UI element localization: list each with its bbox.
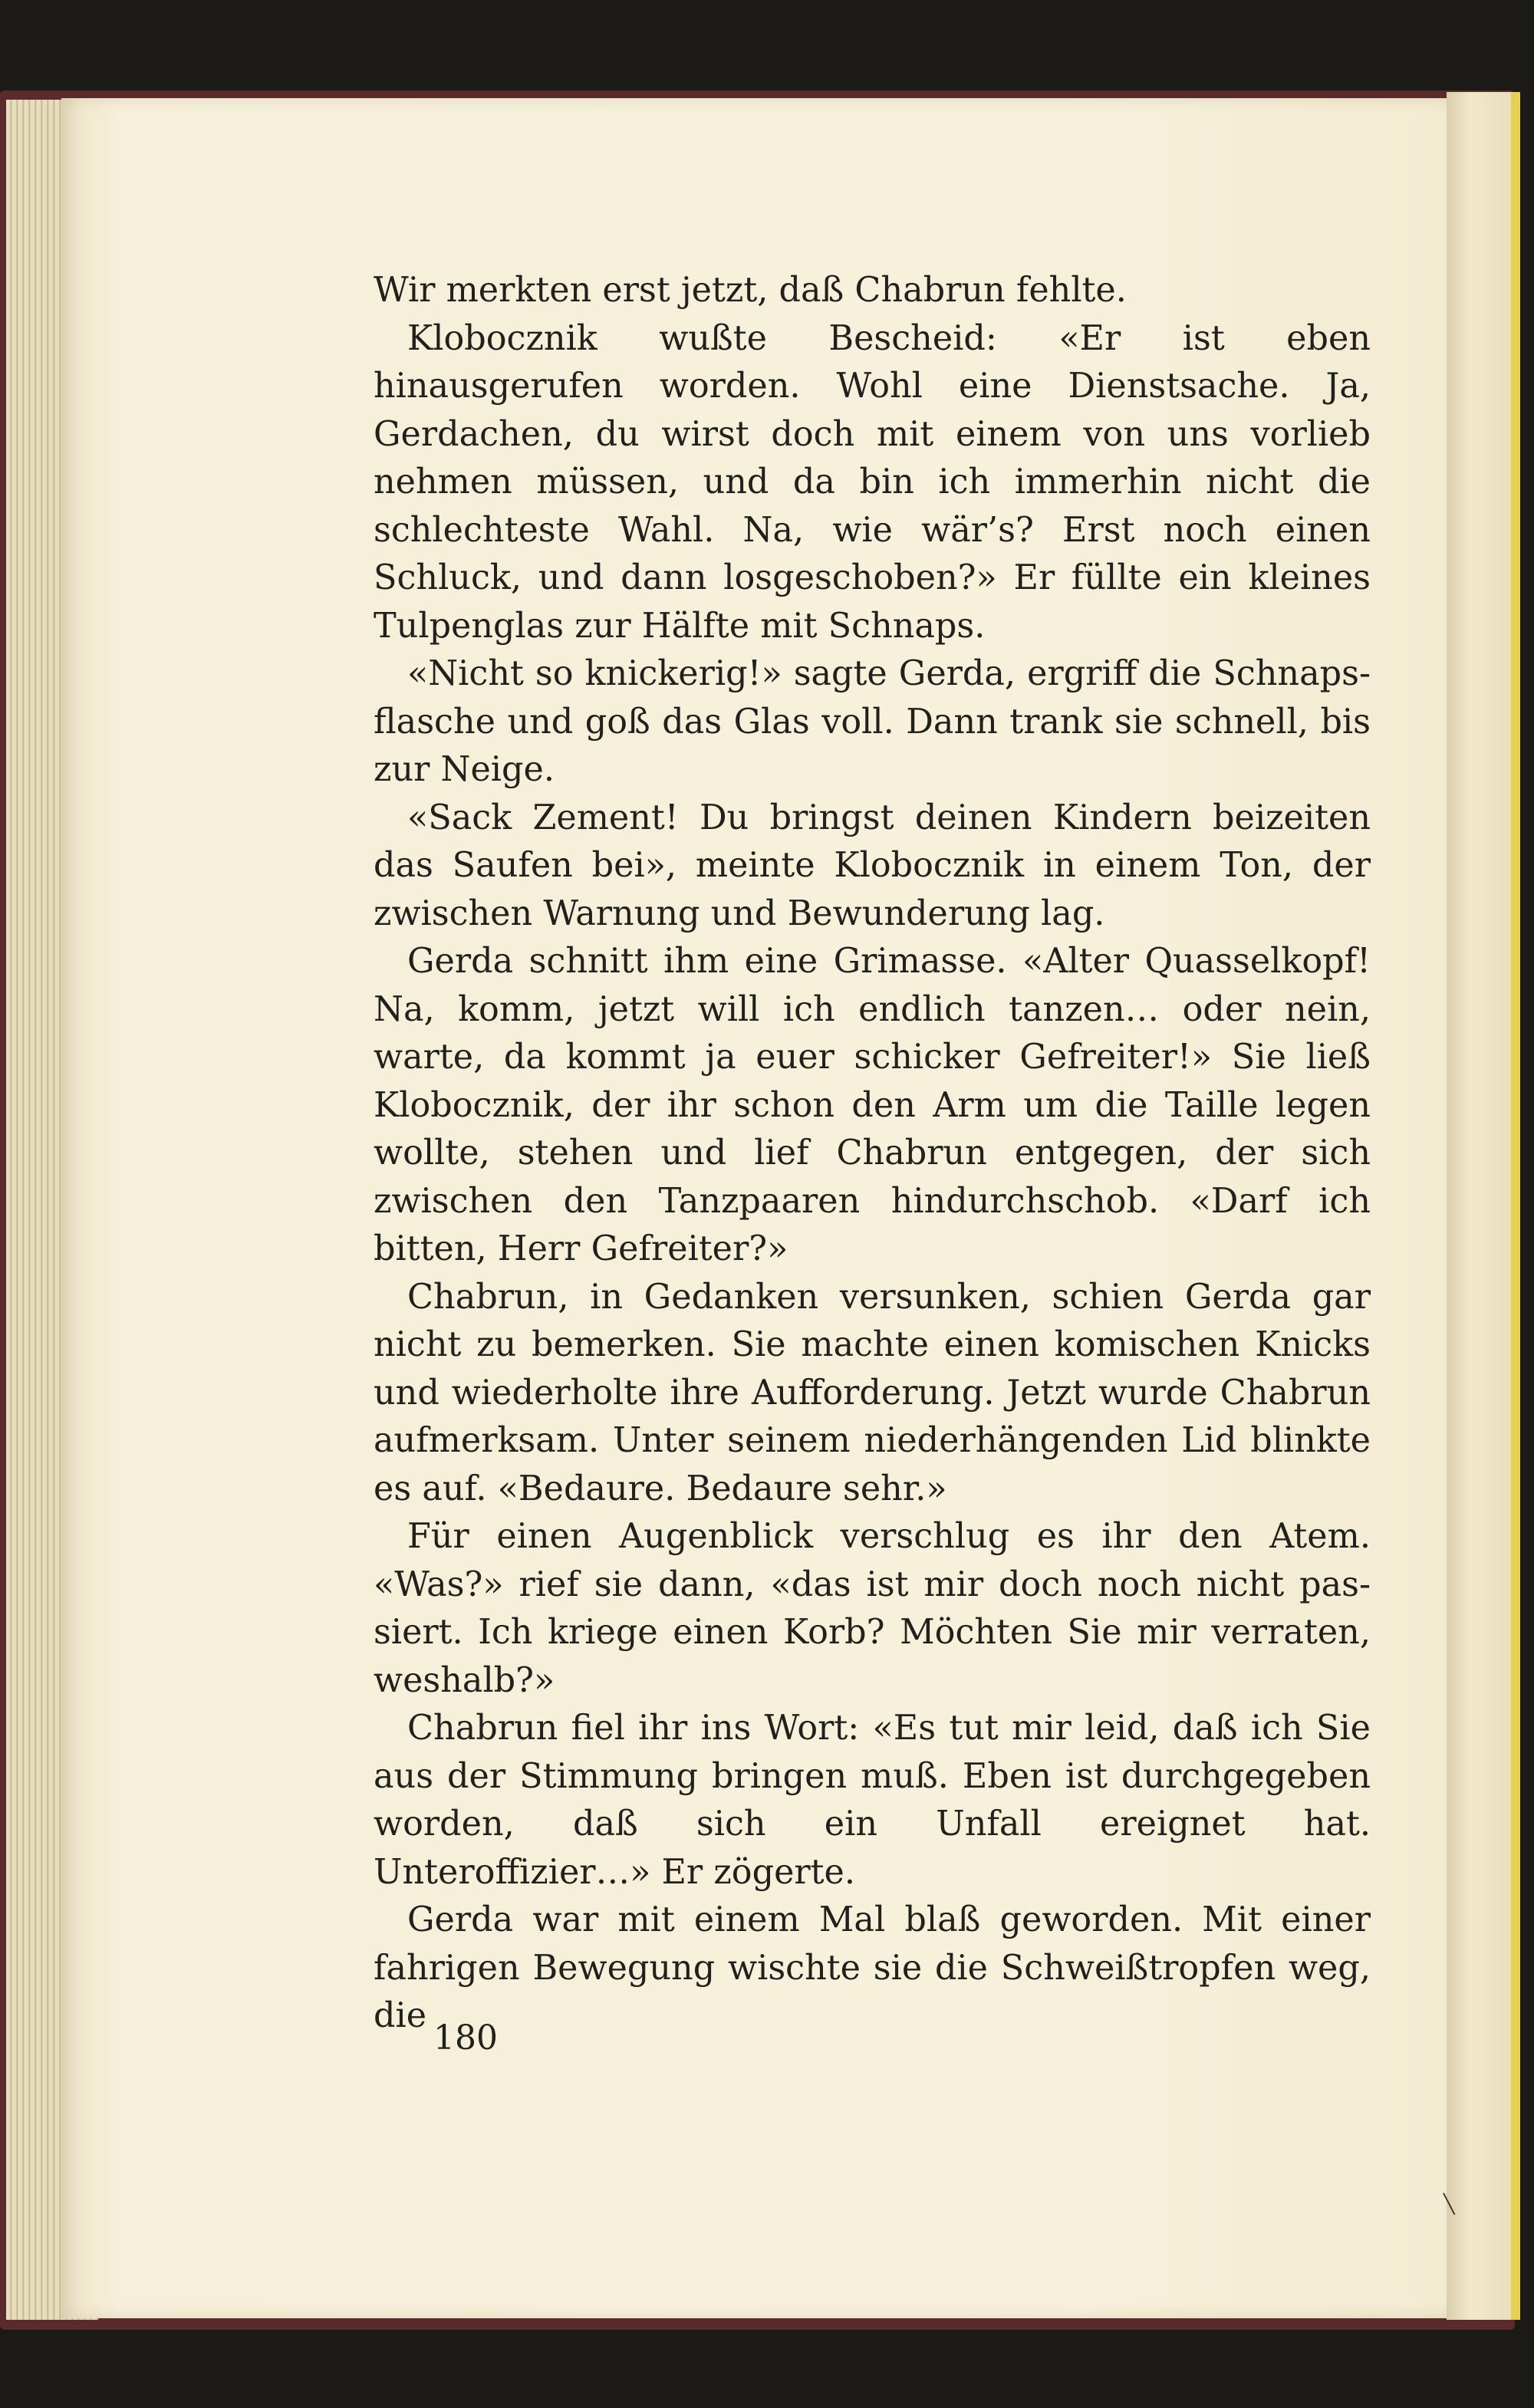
paragraph-7: Für einen Augenblick verschlug es ihr den Atem. «Was?» rief sie dann, «das ist mir doch noch nicht passiert. Ich kriege einen Korb? Möchten Sie mir verraten, weshalb?» [374, 1517, 1371, 1700]
paragraph-6: Chabrun, in Gedanken versunken, schien Gerda gar nicht zu bemerken. Sie machte einen komischen Knicks und wiederholte ihre Aufforderung. Jetzt wurde Chabrun aufmerksam. Unter seinem niederhängenden Lid blinkte es auf. «Bedaure. Bedaure sehr.» [374, 1277, 1371, 1508]
paragraph-1: Wir merkten erst jetzt, daß Chabrun fehlte. [374, 271, 1127, 310]
paragraph-5: Gerda schnitt ihm eine Grimasse. «Alter Quasselkopf! Na, komm, jetzt will ich endlich tanzen… oder nein, warte, da kommt ja euer schicker Gefreiter!» Sie ließ Klobocznik, der ihr schon den Arm um die Taille legen wollte, stehen und lief Chabrun entgegen, der sich zwischen den Tanzpaaren hindurchschob. «Darf ich bitten, Herr Gefreiter?» [374, 942, 1371, 1268]
paragraph-2: Klobocznik wußte Bescheid: «Er ist eben hinausgerufen worden. Wohl eine Dienstsache. Ja, Gerdachen, du wirst doch mit einem von uns vorlieb nehmen müssen, und da bin ich immerhin nicht die schlechteste Wahl. Na, wie wär’s? Erst noch einen Schluck, und dann losgeschoben?» Er füllte ein kleines Tulpenglas zur Hälfte mit Schnaps. [374, 318, 1371, 646]
paragraph-3: «Nicht so knickerig!» sagte Gerda, ergriff die Schnapsflasche und goß das Glas voll. Dann trank sie schnell, bis zur Neige. [374, 654, 1371, 789]
paragraph-4: «Sack Zement! Du bringst deinen Kindern beizeiten das Saufen bei», meinte Klobocznik in einem Ton, der zwischen Warnung und Bewunderung lag. [374, 798, 1371, 933]
facing-page-gutter [1447, 92, 1516, 2320]
page-number: 180 [433, 2018, 498, 2058]
ink-speck-icon: ╲ [1443, 2193, 1455, 2215]
body-text [374, 267, 1371, 2041]
gilded-page-edge [1511, 92, 1520, 2320]
paragraph-9: Gerda war mit einem Mal blaß geworden. Mit einer fahrigen Bewegung wischte sie die Schweißtropfen weg, die [374, 1900, 1371, 2035]
paragraph-8: Chabrun fiel ihr ins Wort: «Es tut mir leid, daß ich Sie aus der Stimmung bringen muß. Eben ist durchgegeben worden, daß sich ein Unfall ereignet hat. Unteroffizier…» Er zögerte. [374, 1709, 1371, 1892]
